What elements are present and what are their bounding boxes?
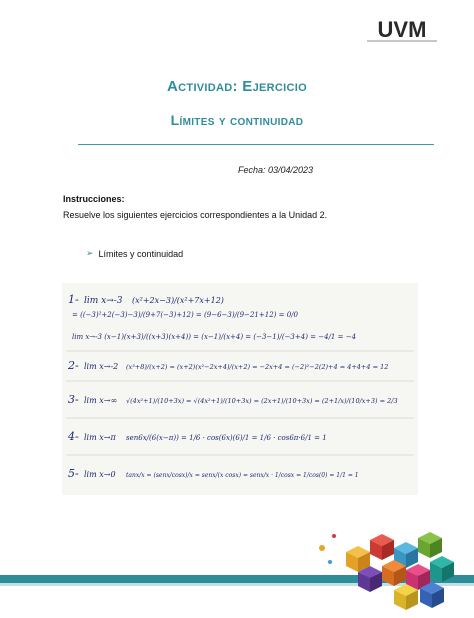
date-label: Fecha: 03/04/2023 <box>238 165 314 175</box>
cube-cluster <box>319 532 454 610</box>
colored-cubes-graphic <box>316 528 466 613</box>
ex5-label: 5- <box>68 467 79 480</box>
ex2-label: 2- <box>68 359 79 372</box>
title-divider <box>78 144 434 145</box>
ex1-lim: lim x→-3 <box>84 296 123 306</box>
ex1-label: 1- <box>68 293 79 306</box>
ex5-lim: lim x→0 <box>84 470 116 479</box>
uvm-logo-subline <box>367 40 437 42</box>
uvm-logo-text: UVM <box>377 18 427 40</box>
page-title: Actividad: Ejercicio <box>167 78 307 95</box>
ex3-label: 3- <box>68 393 79 406</box>
arrowhead-bullet-icon: ➢ <box>86 248 94 258</box>
uvm-logo <box>360 18 444 48</box>
topic-bullet-label: Límites y continuidad <box>98 248 184 259</box>
handwritten-exercises-photo <box>62 283 418 495</box>
ex5-expr: tanx/x = (senx/cosx)/x = senx/(x cosx) = senx/x · 1/cosx = 1/cos(0) = 1/1 = 1 <box>126 472 359 479</box>
ex4-label: 4- <box>68 430 79 443</box>
handwritten-exercises-canvas <box>62 283 418 495</box>
ex3-expr: √(4x²+1)/(10+3x) = √(4x²+1)/(10+3x) = (2x+1)/(10+3x) = (2+1/x)/(10/x+3) = 2/3 <box>126 397 398 405</box>
instructions-heading: Instrucciones: <box>63 194 125 204</box>
page-subtitle: Límites y continuidad <box>170 112 304 128</box>
cubes-graphic <box>316 528 466 613</box>
uvm-logo-mark <box>360 18 444 40</box>
ex1-fact: lim x→-3 (x−1)(x+3)/((x+3)(x+4)) = (x−1)/(x+4) = (−3−1)/(−3+4) = −4/1 = −4 <box>72 333 357 341</box>
ex1-sub: = ((−3)²+2(−3)−3)/(9+7(−3)+12) = (9−6−3)/(9−21+12) = 0/0 <box>72 311 298 319</box>
ex2-expr: (x³+8)/(x+2) = (x+2)(x²−2x+4)/(x+2) = −2x+4 = (−2)²−2(2)+4 = 4+4+4 = 12 <box>126 363 389 371</box>
ex3-lim: lim x→∞ <box>84 396 118 405</box>
ex4-lim: lim x→π <box>84 433 116 442</box>
ex2-lim: lim x→-2 <box>84 362 119 371</box>
ex1-expr: (x²+2x−3)/(x²+7x+12) <box>132 296 224 305</box>
ex4-expr: sen6x/(6(x−π)) = 1/6 · cos(6x)(6)/1 = 1/6 · cos6π·6/1 = 1 <box>126 434 327 442</box>
instructions-text: Resuelve los siguientes ejercicios correspondientes a la Unidad 2. <box>63 210 328 220</box>
topic-bullet <box>86 248 183 259</box>
